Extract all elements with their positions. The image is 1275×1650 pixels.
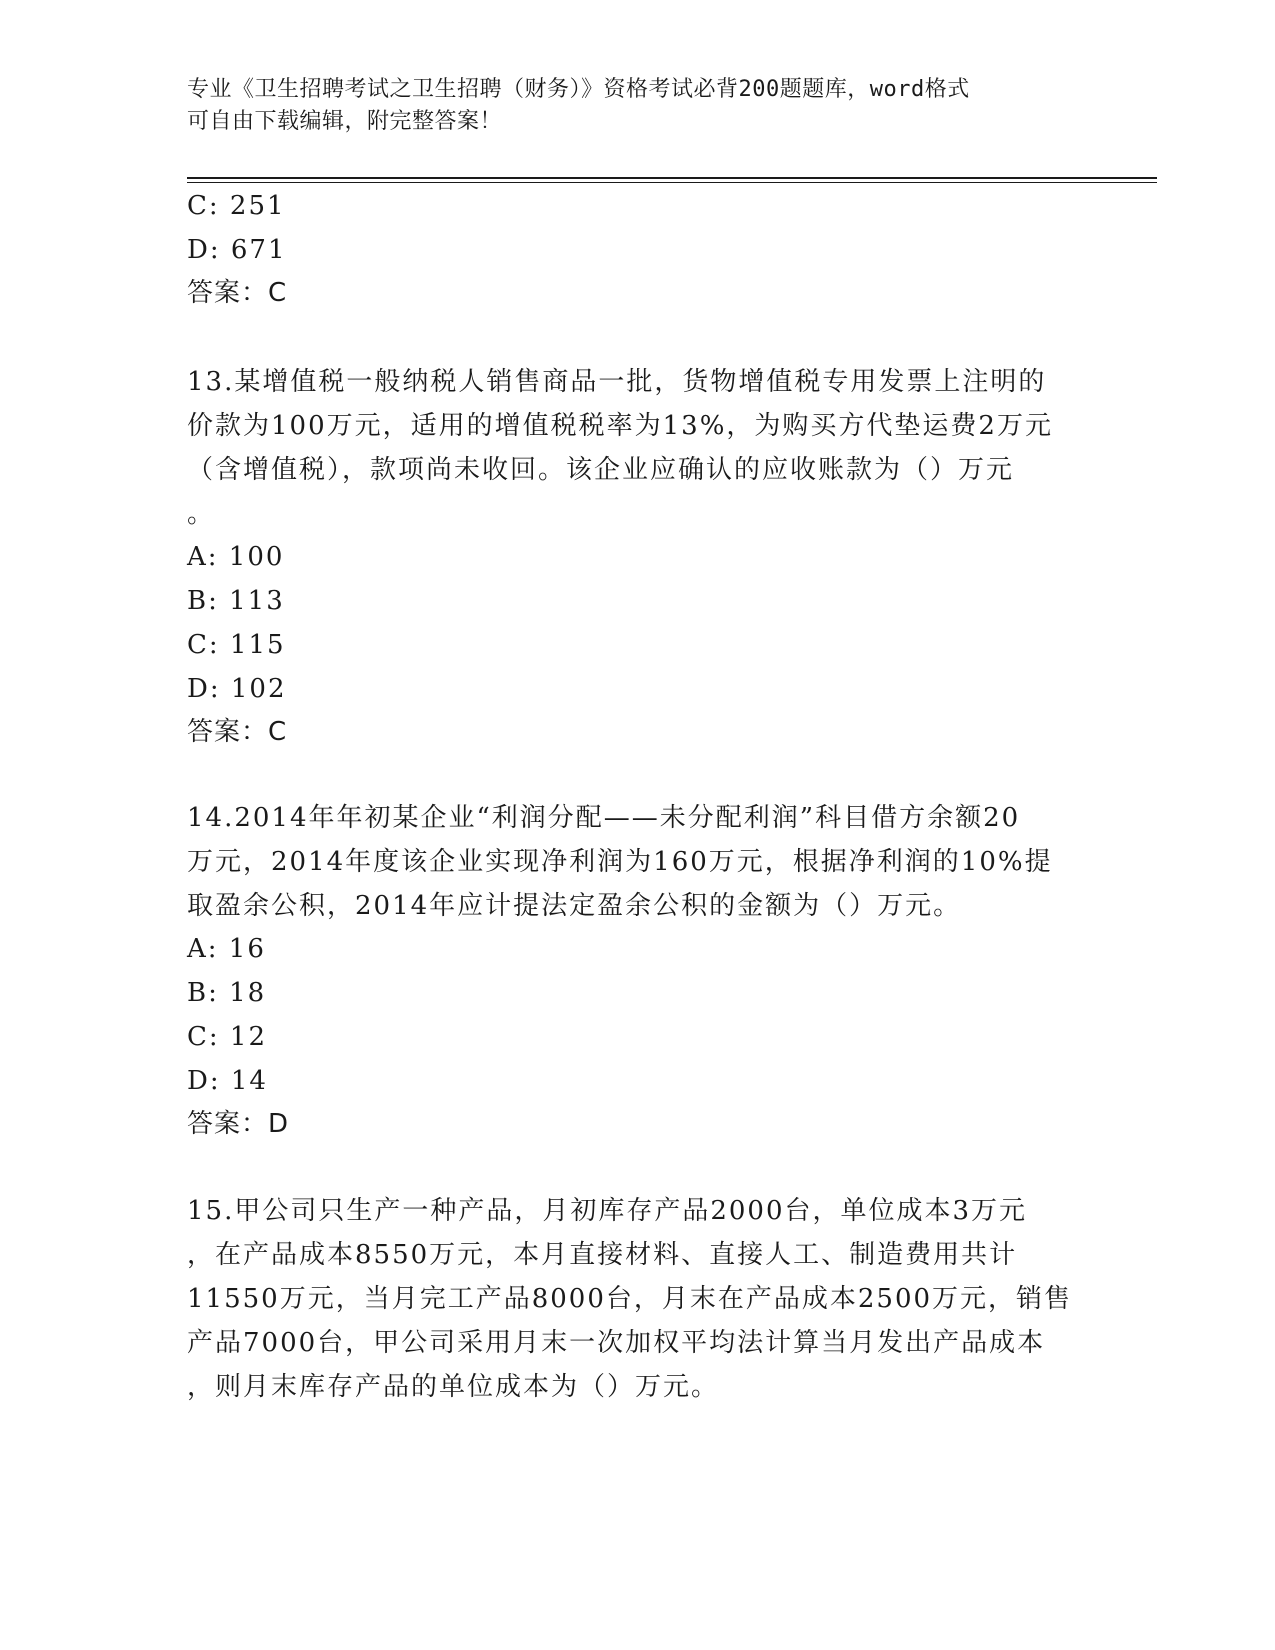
q15-text-line-2: ，在产品成本8550万元，本月直接材料、直接人工、制造费用共计 xyxy=(187,1240,1018,1270)
q12-option-d: D: 671 xyxy=(187,235,287,265)
q14-text-line-1: 14.2014年年初某企业“利润分配——未分配利润”科目借方余额20 xyxy=(187,803,1021,833)
q14-option-a: A: 16 xyxy=(187,934,266,964)
q14-option-b: B: 18 xyxy=(187,978,267,1008)
q12-answer: 答案：C xyxy=(187,278,288,308)
q15-text-line-3: 11550万元，当月完工产品8000台，月末在产品成本2500万元，销售 xyxy=(187,1284,1073,1314)
q15-text-line-5: ，则月末库存产品的单位成本为（）万元。 xyxy=(187,1372,720,1402)
q14-text-line-3: 取盈余公积，2014年应计提法定盈余公积的金额为（）万元。 xyxy=(187,891,962,921)
q14-option-c: C: 12 xyxy=(187,1022,268,1052)
q15-text-line-1: 15.甲公司只生产一种产品，月初库存产品2000台，单位成本3万元 xyxy=(187,1196,1028,1226)
q13-text-line-2: 价款为100万元，适用的增值税税率为13%，为购买方代垫运费2万元 xyxy=(187,411,1053,441)
header-divider-thin xyxy=(187,182,1157,183)
q13-option-d: D: 102 xyxy=(187,674,287,704)
q13-text-line-3: （含增值税），款项尚未收回。该企业应确认的应收账款为（）万元 xyxy=(187,455,1015,485)
q13-text-line-4: 。 xyxy=(187,499,216,529)
q12-option-c: C: 251 xyxy=(187,191,286,221)
header-line-2: 可自由下载编辑，附完整答案！ xyxy=(187,109,503,134)
q13-option-c: C: 115 xyxy=(187,630,286,660)
header-line-1: 专业《卫生招聘考试之卫生招聘（财务）》资格考试必背200题题库，word格式 xyxy=(187,77,970,102)
document-header xyxy=(187,74,1067,138)
q13-option-b: B: 113 xyxy=(187,586,285,616)
q13-option-a: A: 100 xyxy=(187,542,285,572)
q15-text-line-4: 产品7000台，甲公司采用月末一次加权平均法计算当月发出产品成本 xyxy=(187,1328,1046,1358)
q14-option-d: D: 14 xyxy=(187,1066,268,1096)
q14-text-line-2: 万元，2014年度该企业实现净利润为160万元，根据净利润的10%提 xyxy=(187,847,1053,877)
header-divider-thick xyxy=(187,177,1157,179)
q13-answer: 答案：C xyxy=(187,717,288,747)
q14-answer: 答案：D xyxy=(187,1109,290,1139)
q13-text-line-1: 13.某增值税一般纳税人销售商品一批，货物增值税专用发票上注明的 xyxy=(187,367,1047,397)
